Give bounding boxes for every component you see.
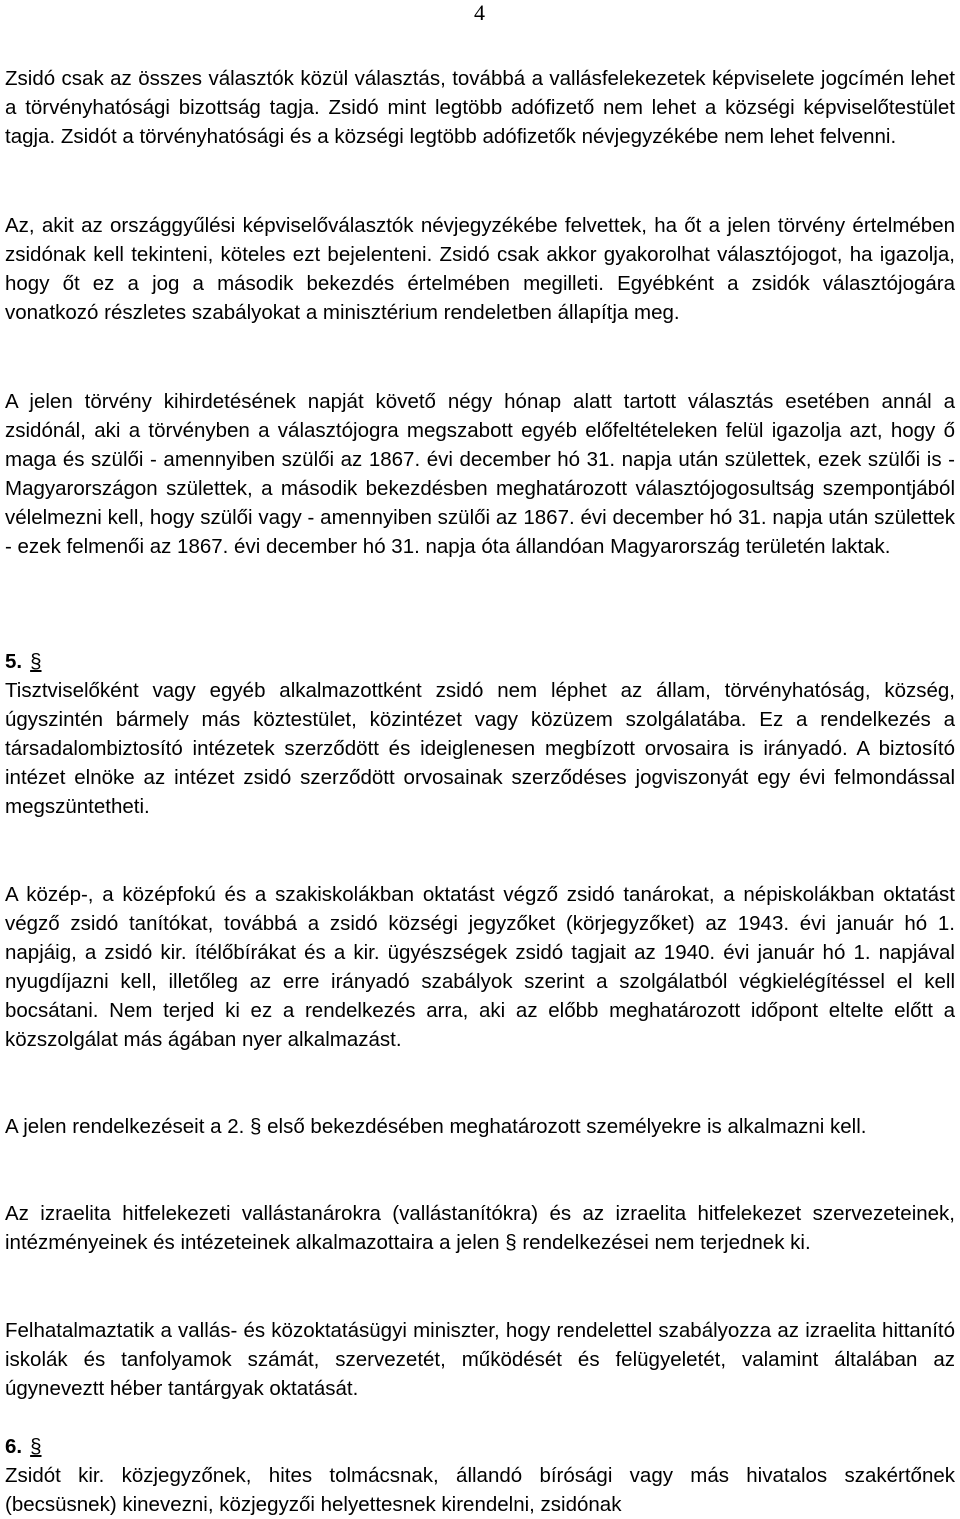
paragraph-4: Tisztviselőként vagy egyéb alkalmazottként zsidó nem léphet az állam, törvényhatóság, község, úgyszintén bármely más köztestület, közintézet vagy közüzem szolgálatába. Ez a rendelkezés a társadalombiztosító intézetek szerződött és ideiglenesen megbízott orvosaira is irányadó. A biztosító intézet elnöke az intézet zsidó szerződött orvosainak szerződéses jogviszonyát egy évi felmondással megszüntetheti. <box>5 679 955 818</box>
paragraph-5: A közép-, a középfokú és a szakiskolákban oktatást végző zsidó tanárokat, a népiskolákban oktatást végző zsidó tanítókat, továbbá a zsidó községi jegyzőket (körjegyzőket) az 1943. évi január hó 1. napjáig, a zsidó kir. ítélőbírákat és a kir. ügyészségek zsidó tagjait az 1940. évi január hó 1. napjával nyugdíjazni kell, illetőleg az erre irányadó szabályok szerint a szolgálatból végkielégítéssel el kell bocsátani. Nem terjed ki ez a rendelkezés arra, aki az előbb meghatározott időpont eltelte előtt a közszolgálat más ágában nyer alkalmazást. <box>5 883 955 1051</box>
paragraph-7: Az izraelita hitfelekezeti vallástanárokra (vallástanítókra) és az izraelita hitfelekezet szervezeteinek, intézményeinek és intézeteinek alkalmazottaira a jelen § rendelkezései nem terjednek ki. <box>5 1202 955 1254</box>
section-5-heading <box>5 647 42 676</box>
section-6-number: 6. <box>5 1435 23 1458</box>
paragraph-8: Felhatalmaztatik a vallás- és közoktatásügyi miniszter, hogy rendelettel szabályozza az izraelita hittanító iskolák és tanfolyamok számát, szervezetét, működését és felügyeletét, valamint általában az úgyneveztt héber tantárgyak oktatását. <box>5 1319 955 1400</box>
page-number: 4 <box>474 0 485 25</box>
section-6-heading <box>5 1432 42 1461</box>
paragraph-1: Zsidó csak az összes választók közül választás, továbbá a vallásfelekezetek képviselete jogcímén lehet a törvényhatósági bizottság tagja. Zsidó mint legtöbb adófizető nem lehet a községi képviselőtestület tagja. Zsidót a törvényhatósági és a községi legtöbb adófizetők névjegyzékébe nem lehet felvenni. <box>5 67 955 148</box>
paragraph-3: A jelen törvény kihirdetésének napját követő négy hónap alatt tartott választás esetében annál a zsidónál, aki a törvényben a választójogra megszabott egyéb előfeltételeken felül igazolja azt, hogy ő maga és szülői - amennyiben szülői az 1867. évi december hó 31. napja után születtek, ezek szülői is - Magyarországon születtek, a második bekezdésben meghatározott választójogosultság szempontjából vélelmezni kell, hogy szülői vagy - amennyiben szülői az 1867. évi december hó 31. napja után születtek - ezek felmenői az 1867. évi december hó 31. napja óta állandóan Magyarország területén laktak. <box>5 390 955 558</box>
section-5-number: 5. <box>5 650 23 673</box>
section-6-symbol: § <box>30 1435 42 1458</box>
section-5-symbol: § <box>30 650 42 673</box>
paragraph-9: Zsidót kir. közjegyzőnek, hites tolmácsnak, állandó bírósági vagy más hivatalos szakértőnek (becsüsnek) kinevezni, közjegyzői helyettesnek kirendelni, zsidónak <box>5 1464 955 1516</box>
paragraph-6: A jelen rendelkezéseit a 2. § első bekezdésében meghatározott személyekre is alkalmazni kell. <box>5 1115 867 1138</box>
paragraph-2: Az, akit az országgyűlési képviselőválasztók névjegyzékébe felvettek, ha őt a jelen törvény értelmében zsidónak kell tekinteni, köteles ezt bejelenteni. Zsidó csak akkor gyakorolhat választójogot, ha igazolja, hogy őt ez a jog a második bekezdés értelmében megilleti. Egyébként a zsidók választójogára vonatkozó részletes szabályokat a minisztérium rendeletben állapítja meg. <box>5 214 955 324</box>
